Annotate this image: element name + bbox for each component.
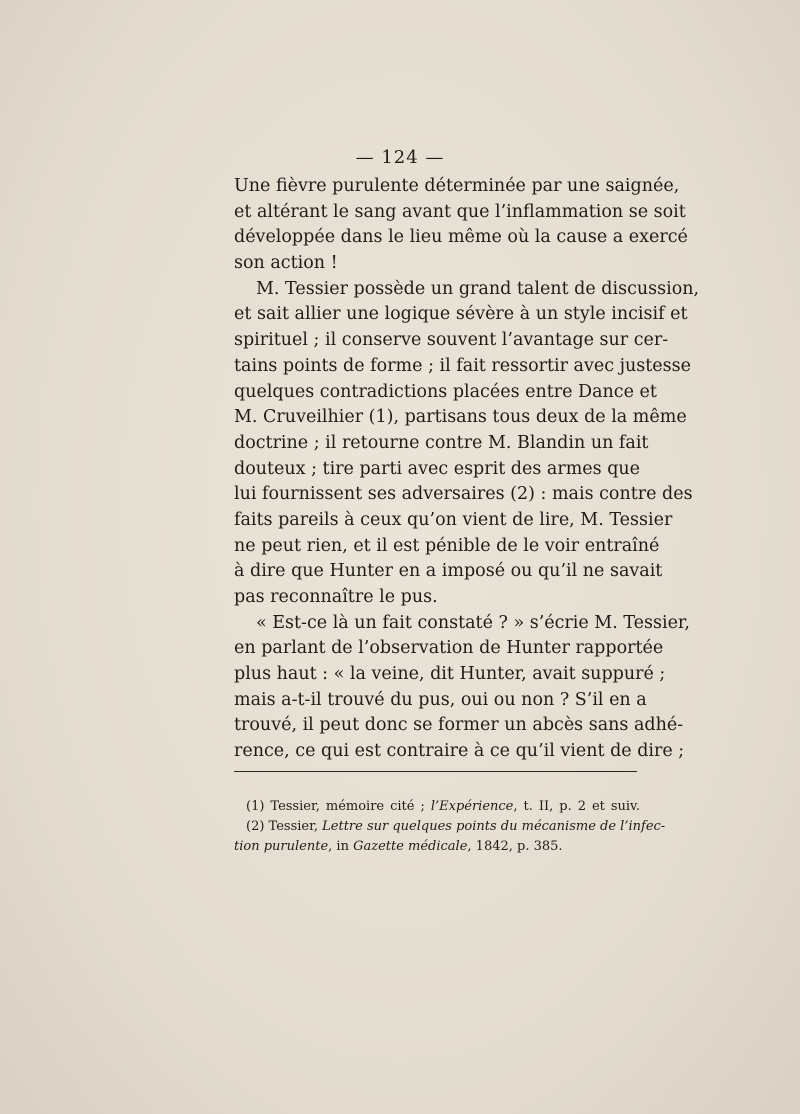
text-line: plus haut : « la veine, dit Hunter, avait suppuré ; <box>234 664 666 685</box>
text-line: et sait allier une logique sévère à un style incisif et <box>234 304 688 325</box>
text-line: lui fournissent ses adversaires (2) : mais contre des <box>234 484 693 505</box>
text-line: et altérant le sang avant que l’inflammation se soit <box>234 201 686 222</box>
footnote-2-part: , in <box>328 839 354 854</box>
footnote-1 <box>234 797 640 817</box>
footnote-2-continued <box>234 837 640 857</box>
footnote-2-part: , 1842, p. 385. <box>467 839 563 854</box>
text-line: pas reconnaître le pus. <box>234 587 438 607</box>
text-line: Une fièvre purulente déterminée par une saignée, <box>234 176 680 196</box>
footnote-2-title: Lettre sur quelques points du mécanisme de l’infec- <box>322 819 666 834</box>
text-line: ne peut rien, et il est pénible de le voir entraîné <box>234 535 660 556</box>
text-line: rence, ce qui est contraire à ce qu’il vient de dire ; <box>234 741 685 762</box>
footnotes <box>234 797 666 857</box>
footnote-2-journal: Gazette médicale <box>353 839 468 854</box>
text-line: faits pareils à ceux qu’on vient de lire, M. Tessier <box>234 509 673 530</box>
footnote-2-title: tion purulente <box>234 839 329 854</box>
text-line: en parlant de l’observation de Hunter rapportée <box>234 638 664 659</box>
body-text <box>234 174 700 765</box>
text-line: douteux ; tire parti avec esprit des armes que <box>234 458 641 479</box>
text-line: M. Tessier possède un grand talent de discussion, <box>256 278 700 299</box>
footnote-divider <box>234 771 637 772</box>
text-line: M. Cruveilhier (1), partisans tous deux de la même <box>234 407 687 428</box>
footnote-1-part: , t. II, p. 2 et suiv. <box>513 799 640 814</box>
text-line: tains points de forme ; il fait ressortir avec justesse <box>234 355 691 376</box>
footnote-2 <box>234 817 666 837</box>
text-line: mais a-t-il trouvé du pus, oui ou non ? S’il en a <box>234 689 647 710</box>
footnote-1-title: l’Expérience <box>430 799 514 814</box>
footnote-1-part: (1) Tessier, mémoire cité ; <box>246 799 431 814</box>
text-line: développée dans le lieu même où la cause a exercé <box>234 227 688 248</box>
footnote-2-part: (2) Tessier, <box>246 819 323 834</box>
text-line: « Est-ce là un fait constaté ? » s’écrie M. Tessier, <box>256 612 690 633</box>
text-line: trouvé, il peut donc se former un abcès sans adhé- <box>234 715 684 736</box>
text-line: à dire que Hunter en a imposé ou qu’il ne savait <box>234 561 663 582</box>
text-line: doctrine ; il retourne contre M. Blandin un fait <box>234 432 649 453</box>
text-line: son action ! <box>234 253 338 274</box>
text-line: spirituel ; il conserve souvent l’avantage sur cer- <box>234 330 669 351</box>
text-line: quelques contradictions placées entre Dance et <box>234 381 657 402</box>
page-number: — 124 — <box>355 147 445 168</box>
